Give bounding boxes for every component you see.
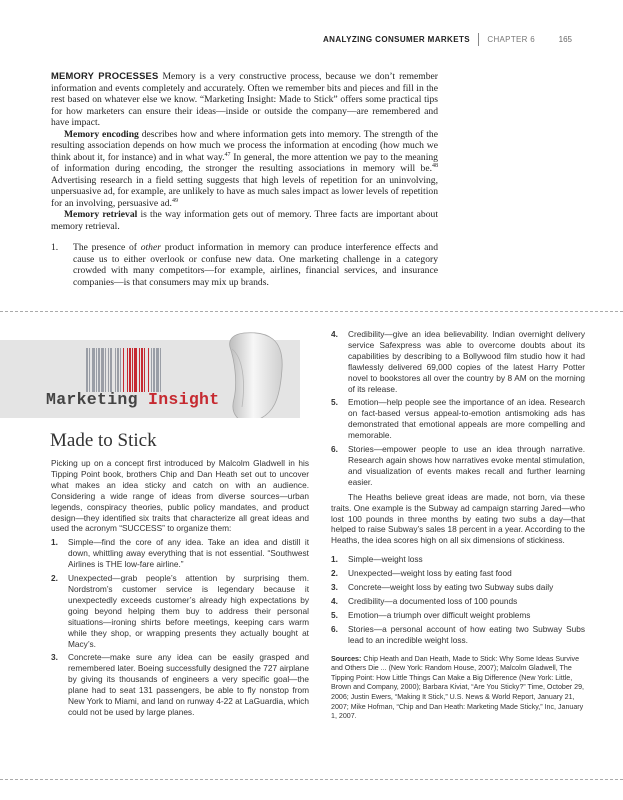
list-item-number: 5. — [331, 397, 338, 408]
list-item-number: 1. — [331, 554, 338, 565]
insight-intro-paragraph: Picking up on a concept first introduced by Malcolm Gladwell in his Tipping Point book, brothers Chip and Dan Heath set out to uncover what makes an idea sticky and catch on with an audience. Considering a wide range of ideas from diverse sources—urban legends, conspiracy theories, public policy mandates, and product design—they identified six traits that characterize all great ideas and used the acronym “SUCCESS” to organize them: — [51, 458, 309, 534]
list-item-number: 5. — [331, 609, 338, 620]
list-item-number: 1. — [51, 242, 59, 253]
marketing-insight-label — [46, 390, 219, 409]
list-item — [331, 568, 585, 579]
traits-list-right — [331, 329, 585, 488]
list-item-text: Unexpected—grab people’s attention by surprising them. Nordstrom’s customer service is legendary because it unexpectedly exceeds customer’s already high expectations by going beyond helping them buy to address their personal situations—ironing shirts before meetings, keeping cars warm while they shop, or wrapping presents they actually bought at Macy’s. — [68, 573, 309, 649]
memory-encoding-text: describes how and where information gets into memory. The strength of the resulting association depends on how much we process the information at encoding (how much we think about it, for instance) and in what way. — [51, 128, 438, 163]
header-divider — [478, 33, 479, 46]
list-item — [331, 596, 585, 607]
footnote-ref: 48 — [432, 162, 438, 169]
list-item-number: 4. — [331, 329, 338, 339]
list-item-number: 3. — [51, 652, 58, 663]
footnote-ref: 49 — [171, 197, 178, 204]
list-item-text: Simple—weight loss — [348, 554, 423, 565]
barcode-gap — [161, 348, 163, 392]
list-item — [331, 444, 585, 488]
list-item-number: 1. — [51, 537, 58, 548]
memory-encoding-term: Memory encoding — [64, 128, 139, 140]
list-item — [51, 652, 309, 717]
divider — [0, 779, 623, 780]
list-item-text: Simple—find the core of any idea. Take an idea and distill it down, whittling away everything that is not essential. “Southwest Airlines is THE low-fare airline.” — [68, 537, 309, 570]
label-word-marketing: Marketing — [46, 390, 138, 409]
page-number: 165 — [558, 35, 572, 44]
list-item-text: Stories—a personal account of how eating two Subway Subs lead to an incredible weight loss. — [348, 623, 585, 645]
insight-title: Made to Stick — [50, 430, 157, 451]
list-item — [51, 537, 309, 570]
running-header — [0, 33, 600, 47]
list-item-emphasis: other — [140, 242, 161, 253]
subway-traits-list — [331, 554, 585, 645]
list-item-text: Stories—empower people to use an idea through narrative. Research again shows how narratives evoke mental stimulation, and visualization of events makes recall and further learning easier. — [348, 444, 585, 487]
footnote-ref: 47 — [224, 151, 231, 158]
list-item-text: The presence of — [73, 242, 137, 253]
divider — [0, 311, 623, 312]
insight-right-column — [331, 326, 585, 722]
list-item — [331, 397, 585, 441]
list-item-text: Credibility—a documented loss of 100 pounds — [348, 595, 518, 606]
list-item-text: Concrete—make sure any idea can be easily grasped and remembered later. Boeing successfully designed the 727 airplane by giving its thousands of engineers a very specific goal—the plane had to seat 131 passengers, be able to fly nonstop from New York to Miami, and land on runway 4-22 at LaGuardia, which could not be used by large planes. — [68, 652, 309, 717]
traits-list-left — [51, 537, 309, 718]
list-item — [51, 242, 438, 288]
memory-retrieval-term: Memory retrieval — [64, 209, 138, 220]
list-item-number: 6. — [331, 444, 338, 455]
list-item-number: 4. — [331, 595, 338, 606]
sources-text: Chip Heath and Dan Heath, Made to Stick: Why Some Ideas Survive and Others Die ... (New York: Random House, 2007); Malcolm Gladwell, The Tipping Point: How Little Things Can Make a Big Difference (New York: Little, Brown and Company, 2000); Barbara Kiviat, “Are You Sticky?” Time, October 29, 2006; Justin Ewers, “Making It Stick,” U.S. News & World Report, January 21, 2007; Mike Hofman, “Chip and Dan Heath: Marketing Made Sticky,” Inc, January 1, 2007. — [331, 654, 585, 721]
list-item-number: 3. — [331, 582, 338, 593]
section-title: ANALYZING CONSUMER MARKETS — [323, 35, 470, 44]
list-item-text: Emotion—help people see the importance of an idea. Research on fact-based versus appeal-to-emotion antismoking ads has demonstrated that emotional appeals are more compelling and memorable. — [348, 397, 585, 441]
memory-retrieval-paragraph — [51, 209, 438, 232]
list-item-text: Credibility—give an idea believability. Indian overnight delivery service Safexpress was able to overcome doubts about its capabilities by describing to a Bollywood film studio how it had flawlessly delivered 69,000 copies of the latest Harry Potter novel to bookstores all over the country by 8 AM on the morning of its release. — [348, 329, 585, 394]
memory-encoding-text: Advertising research in a field setting suggests that high levels of repetition for an uninvolving, unpersuasive ad, for example, are unlikely to have as much sales impact as lower levels of repetition for an involving, persuasive ad. — [51, 174, 438, 209]
memory-intro-text: Memory is a very constructive process, because we don’t remember information and events completely and accurately. Often we remember bits and pieces and fill in the rest based on whatever else we know. “Marketing Insight: Made to Stick” offers some practical tips for how marketers can ensure their ideas—inside or outside the company—are remembered and have impact. — [51, 71, 438, 128]
list-item — [331, 624, 585, 646]
list-item — [331, 329, 585, 394]
subway-paragraph: The Heaths believe great ideas are made, not born, via these traits. One example is the Subway ad campaign starring Jared—who lost 100 pounds in three months by eating two subs a day—that helped to raise Subway’s sales 18 percent in a year. According to the Heaths, the idea scores high on all six dimensions of stickiness. — [331, 491, 585, 546]
label-word-insight: Insight — [148, 390, 220, 409]
list-item-text: product information in memory can produce interference effects and cause us to either overlook or confuse new data. One marketing challenge in a category crowded with many competitors—for example, airlines, financial services, and insurance companies—is that consumers may mix up brands. — [73, 242, 438, 288]
barcode-graphic — [86, 348, 246, 392]
list-item-text: Emotion—a triumph over difficult weight problems — [348, 609, 531, 620]
memory-heading: MEMORY PROCESSES — [51, 70, 159, 81]
list-item — [331, 582, 585, 593]
sources-note — [331, 655, 585, 722]
memory-retrieval-text: is the way information gets out of memory. Three facts are important about memory retrieval. — [51, 209, 438, 232]
sources-label: Sources: — [331, 654, 362, 663]
page-curl-graphic — [224, 329, 286, 418]
insight-left-column — [51, 430, 309, 718]
list-item — [331, 554, 585, 565]
list-item-number: 2. — [51, 573, 58, 584]
memory-intro-paragraph — [51, 70, 438, 129]
memory-processes-section — [51, 70, 438, 232]
list-item-number: 6. — [331, 623, 338, 634]
list-item-text: Unexpected—weight loss by eating fast food — [348, 568, 512, 579]
list-item — [51, 573, 309, 649]
marketing-insight-banner — [0, 318, 318, 418]
memory-facts-list — [51, 242, 438, 288]
list-item-number: 2. — [331, 568, 338, 579]
list-item-text: Concrete—weight loss by eating two Subway subs daily — [348, 582, 554, 593]
chapter-label: CHAPTER 6 — [487, 35, 535, 44]
memory-encoding-text: In general, the more attention we pay to the meaning of information during encoding, the stronger the resulting associations in memory will be. — [51, 151, 438, 174]
list-item — [331, 610, 585, 621]
memory-encoding-paragraph — [51, 129, 438, 210]
